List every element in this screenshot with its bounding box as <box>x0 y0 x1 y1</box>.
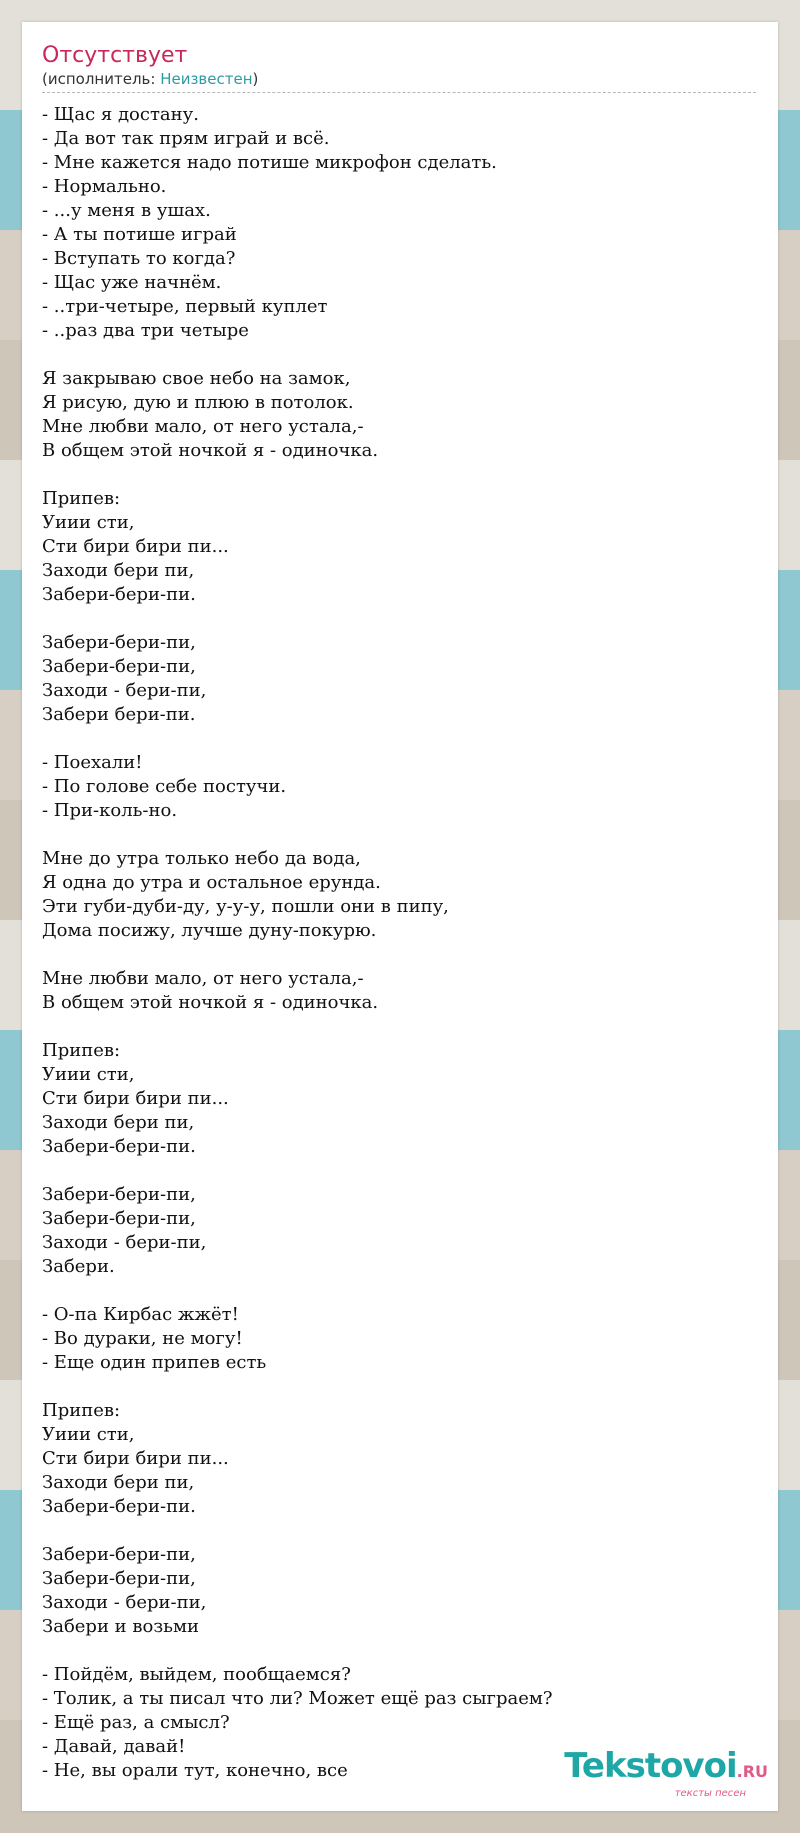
lyric-line <box>42 727 758 751</box>
lyric-line: Заходи бери пи, <box>42 560 195 581</box>
lyric-line: Заходи бери пи, <box>42 1112 195 1133</box>
lyric-line: - Ещё раз, а смысл? <box>42 1712 230 1733</box>
artist-link[interactable]: Неизвестен <box>160 70 253 88</box>
lyric-line: Уиии сти, <box>42 1064 135 1085</box>
lyric-line <box>42 1015 758 1039</box>
lyric-line <box>42 1279 758 1303</box>
lyric-line: Мне любви мало, от него устала,- <box>42 416 364 437</box>
lyric-line: В общем этой ночкой я - одиночка. <box>42 992 379 1013</box>
lyric-line: Заходи - бери-пи, <box>42 1232 207 1253</box>
lyric-line: Заходи - бери-пи, <box>42 680 207 701</box>
lyric-line: Заходи бери пи, <box>42 1472 195 1493</box>
lyric-line <box>42 463 758 487</box>
lyric-line: - ...у меня в ушах. <box>42 200 211 221</box>
lyric-line: Забери-бери-пи. <box>42 1136 196 1157</box>
lyric-line: Сти бири бири пи... <box>42 1088 229 1109</box>
lyric-line <box>42 943 758 967</box>
lyric-line: Припев: <box>42 1040 121 1061</box>
lyric-line: - Еще один припев есть <box>42 1352 267 1373</box>
lyric-line: Припев: <box>42 1400 121 1421</box>
lyric-line: - Да вот так прям играй и всё. <box>42 128 330 149</box>
lyric-line: - Вступать то когда? <box>42 248 236 269</box>
lyric-line: Забери-бери-пи. <box>42 1496 196 1517</box>
logo-tld: .RU <box>736 1762 768 1781</box>
lyric-line: - ..раз два три четыре <box>42 320 249 341</box>
lyric-line <box>42 1639 758 1663</box>
lyric-line: Сти бири бири пи... <box>42 536 229 557</box>
lyric-line: Мне до утра только небо да вода, <box>42 848 361 869</box>
lyric-line <box>42 343 758 367</box>
lyric-line <box>42 607 758 631</box>
lyric-line: Мне любви мало, от него устала,- <box>42 968 364 989</box>
lyric-line: - Мне кажется надо потише микрофон сделать. <box>42 152 497 173</box>
lyric-line: - Толик, а ты писал что ли? Может ещё раз сыграем? <box>42 1688 553 1709</box>
lyric-line: - Давай, давай! <box>42 1736 186 1757</box>
lyric-line: Забери-бери-пи, <box>42 1544 196 1565</box>
lyric-line: Припев: <box>42 488 121 509</box>
song-title: Отсутствует <box>42 43 188 68</box>
lyric-line: - Пойдём, выйдем, пообщаемся? <box>42 1664 351 1685</box>
lyric-line: Уиии сти, <box>42 1424 135 1445</box>
artist-prefix: (исполнитель: <box>42 70 161 88</box>
lyric-line: - Поехали! <box>42 752 143 773</box>
lyric-line: Забери бери-пи. <box>42 704 196 725</box>
lyric-line: Уиии сти, <box>42 512 135 533</box>
lyric-line <box>42 823 758 847</box>
lyric-line: - О-па Кирбас жжёт! <box>42 1304 239 1325</box>
lyric-line: - При-коль-но. <box>42 800 178 821</box>
lyric-line: Я закрываю свое небо на замок, <box>42 368 351 389</box>
lyric-line: - Нормально. <box>42 176 167 197</box>
lyric-line: Забери. <box>42 1256 115 1277</box>
lyric-line: Забери-бери-пи, <box>42 1184 196 1205</box>
lyric-line: Я рисую, дую и плюю в потолок. <box>42 392 354 413</box>
lyric-line: - Щас я достану. <box>42 104 199 125</box>
lyric-line <box>42 1375 758 1399</box>
lyric-line: - А ты потише играй <box>42 224 237 245</box>
site-logo[interactable] <box>564 1746 768 1799</box>
logo-tagline: тексты песен <box>674 1788 746 1799</box>
lyrics-card <box>22 22 778 1811</box>
artist-suffix: ) <box>252 70 259 88</box>
lyric-line: Дома посижу, лучше дуну-покурю. <box>42 920 377 941</box>
lyric-line: Забери-бери-пи. <box>42 584 196 605</box>
lyric-line: Заходи - бери-пи, <box>42 1592 207 1613</box>
lyric-line <box>42 1159 758 1183</box>
lyric-line: В общем этой ночкой я - одиночка. <box>42 440 379 461</box>
lyrics-text <box>42 103 758 1783</box>
lyric-line: - Во дураки, не могу! <box>42 1328 243 1349</box>
lyric-line: Забери и возьми <box>42 1616 199 1637</box>
lyric-line: - По голове себе постучи. <box>42 776 287 797</box>
lyric-line: Забери-бери-пи, <box>42 1208 196 1229</box>
artist-line <box>42 70 756 93</box>
lyric-line: Я одна до утра и остальное ерунда. <box>42 872 381 893</box>
lyric-line: Сти бири бири пи... <box>42 1448 229 1469</box>
logo-wordmark: Tekstovoi.RU <box>564 1746 768 1786</box>
lyric-line: - Не, вы орали тут, конечно, все <box>42 1760 348 1781</box>
lyric-line: Забери-бери-пи, <box>42 656 196 677</box>
lyric-line: Забери-бери-пи, <box>42 1568 196 1589</box>
lyric-line: - ..три-четыре, первый куплет <box>42 296 328 317</box>
lyric-line <box>42 1519 758 1543</box>
lyric-line: Эти губи-дуби-ду, у-у-у, пошли они в пипу, <box>42 896 449 917</box>
lyric-line: - Щас уже начнём. <box>42 272 222 293</box>
lyric-line: Забери-бери-пи, <box>42 632 196 653</box>
